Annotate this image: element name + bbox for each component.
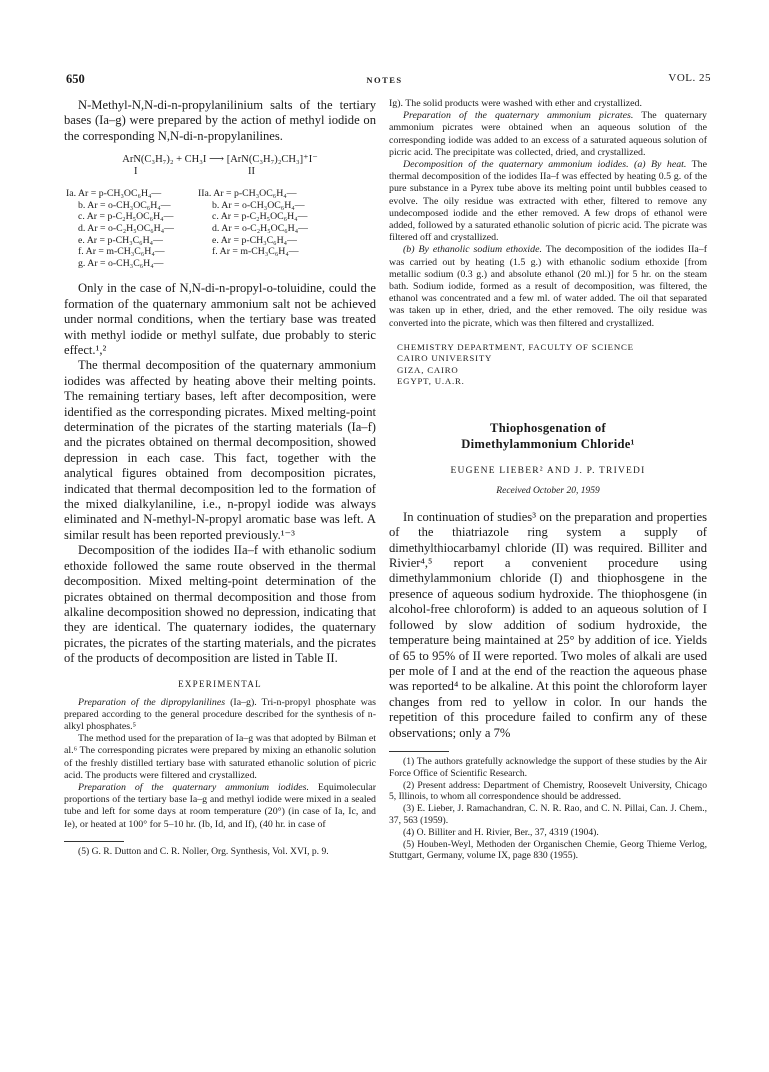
exp-subhead: Preparation of the quaternary ammonium iodides. [78,781,309,793]
equation-label-i: I [134,166,138,178]
aryl-item: d. Ar = o-C₂H₅OC₆H₄— [78,223,174,234]
aryl-item: b. Ar = o-CH₃OC₆H₄— [212,199,305,211]
aryl-item: Ia. Ar = p-CH₃OC₆H₄— [66,188,162,200]
section-header: NOTES [366,75,403,85]
title-line-1: Thiophosgenation of [490,420,606,435]
aryl-substituent-list [66,188,376,269]
decomposition-paragraph: Decomposition of the iodides IIa–f with ethanolic sodium ethoxide followed the same route observed in the thermal decomposition. Mixed melting-point determination of the picrates obtained on thermal decomposition and those from alkaline decomposition showed no depression, indicating that they are identical. The quaternary iodides, the quaternary picrates, the picrates of the starting materials, and the picrates of the products of decomposition are listed in Table II. [64,543,376,666]
affiliation-line: CHEMISTRY DEPARTMENT, FACULTY OF SCIENCE [397,341,634,352]
left-column [64,98,376,858]
exp-text: Equimolecular proportions of the tertiary base Ia–g and methyl iodide were mixed in a sealed tube and left for some days at room temperature (20°) (in case of Ia, Ic, and Ie), or heated at 100° for 5–10 hr. (Ib, Id, and If), (40 hr. in case of [64,781,376,830]
aryl-item: g. Ar = o-CH₃C₆H₄— [78,257,164,269]
footnote-rule [389,751,449,752]
aryl-item: b. Ar = o-CH₃OC₆H₄— [78,199,171,211]
aryl-item: c. Ar = p-C₂H₅OC₆H₄— [78,211,174,223]
exp-dipropylanilines [64,697,376,734]
aryl-list-ii [198,188,348,269]
intro-paragraph: N-Methyl-N,N-di-n-propylanilinium salts of the tertiary bases (Ia–g) were prepared by the action of methyl iodide on the corresponding N,N-di-n-propylanilines. [64,98,376,143]
affiliation-line: GIZA, CAIRO [397,364,459,375]
aryl-item: f. Ar = m-CH₃C₆H₄— [78,246,165,258]
exp-subhead: Preparation of the dipropylanilines [78,696,226,708]
authors: EUGENE LIEBER² AND J. P. TRIVEDI [450,465,646,476]
footnote-2: (2) Present address: Department of Chemistry, Roosevelt University, Chicago 5, Illinois, to whom all correspondence should be addressed. [389,779,707,803]
exp-iodides [64,782,376,831]
exp-decomp-heat [389,159,707,244]
aryl-item: c. Ar = p-C₂H₅OC₆H₄— [212,211,308,223]
steric-paragraph: Only in the case of N,N-di-n-propyl-o-toluidine, could the formation of the quaternary ammonium salt not be achieved under normal conditions, when the tertiary base was treated with methyl iodide or methyl sulfate, due probably to steric effect.¹,² [64,281,376,357]
right-column [389,98,707,862]
aryl-item: IIa. Ar = p-CH₃OC₆H₄— [198,188,297,200]
exp-text: The thermal decomposition of the iodides IIa–f was effected by heating 0.5 g. of the pure substance in a Pyrex tube above its melting point until bubbles ceased to evolve. The oily residue was extracted with ether, filtered to remove any undecomposed iodide and the ether removed. A few drops of ethanol were added, followed by a saturated ethanolic solution of picric acid. The picrate was filtered off and crystallized. [389,159,707,244]
aryl-item: f. Ar = m-CH₃C₆H₄— [212,246,299,258]
aryl-item: e. Ar = p-CH₃C₆H₄— [78,234,163,246]
footnote-rule [64,841,124,842]
exp-decomp-ethoxide [389,244,707,329]
exp-text: (Ia–g). Tri-n-propyl phosphate was prepared according to the general procedure described for the synthesis of n-alkyl phosphates.⁵ [64,696,376,732]
exp-method: The method used for the preparation of Ia–g was that adopted by Bilman et al.⁶ The corresponding picrates were prepared by mixing an ethanolic solution of the freshly distilled tertiary base with saturated ethanolic solution of picric acid. The products were filtered and crystallized. [64,733,376,781]
footnote-5b: (5) Houben-Weyl, Methoden der Organischen Chemie, Georg Thieme Verlog, Stuttgart, Germany, volume IX, page 830 (1955). [389,838,707,862]
main-paragraph: In continuation of studies³ on the preparation and properties of the thiatriazole ring system a supply of dimethylthiocarbamyl chloride (II) was required. Billiter and Rivier⁴,⁵ report a convenient procedure using dimethylammonium chloride (I) and thiophosgene in the presence of aqueous sodium hydroxide. The thiophosgene (in alcohol-free chloroform) is added to an aqueous solution of I followed by slow addition of sodium hydroxide, the temperature being maintained at 25° by addition of ice. Yields of 65 to 95% of II were reported. Two moles of alkali are used per mole of I and at the end of the reaction the aqueous phase was reported⁴ to be alkaline. At this point the chloroform layer changes from red to yellow in color. In our hands the repetition of this procedure failed to confirm any of these observations; only a 7% [389,509,707,740]
continued-paragraph: Ig). The solid products were washed with ether and crystallized. [389,98,642,109]
exp-text: The quaternary ammonium picrates were obtained when an aqueous solution of the corresponding iodide was added to an excess of a saturated aqueous solution of picric acid. The precipitate was collected, dried, and crystallized. [389,110,707,158]
aryl-list-i [66,188,198,269]
affiliation-line: CAIRO UNIVERSITY [397,353,493,364]
aryl-item: d. Ar = o-C₂H₅OC₆H₄— [212,223,308,234]
footnote-3: (3) E. Lieber, J. Ramachandran, C. N. R. Rao, and C. N. Pillai, Can. J. Chem., 37, 563 (1959). [389,803,707,826]
volume-label: VOL. 25 [668,72,711,84]
article-title [389,420,707,452]
affiliation [397,342,707,388]
thermal-paragraph: The thermal decomposition of the quaternary ammonium iodides was affected by heating above their melting points. The remaining tertiary bases, left after decomposition, were identified as the corresponding picrates. Mixed melting-point determination of the picrates of the starting materials (Ia–f) and the picrates obtained on thermal decomposition, showed depression in each case. This fact, together with the analytical figures obtained from decomposition picrates, indicated that thermal decomposition led to the formation of the mixed dialkylaniline, i.e., n-propyl iodide was always eliminated and N-methyl-N-propyl aromatic base was left. A similar result has been reported previously.¹⁻³ [64,358,376,542]
equation-label-ii: II [248,166,255,178]
received-date: Received October 20, 1959 [496,485,600,496]
exp-subhead: Decomposition of the quaternary ammonium iodides. (a) By heat. [403,159,687,171]
equation-labels [64,166,376,178]
footnote-1: (1) The authors gratefully acknowledge the support of these studies by the Air Force Office of Scientific Research. [389,755,707,779]
page-number: 650 [66,72,85,86]
exp-text: The decomposition of the iodides IIa–f was carried out by heating (1.5 g.) with ethanolic sodium ethoxide [from metallic sodium (0.3 g.) and absolute ethanol (20 ml.)] for 5 hr. on the steam bath. Sodium iodide, formed as a result of decomposition, was filtered, the ethanol was concentrated and a few ml. of water added. The oil that separated was taken up in ether, dried, and the ether removed. The oily residue was converted into the picrate, which was then filtered and crystallized. [389,244,708,329]
footnote-4: (4) O. Billiter and H. Rivier, Ber., 37, 4319 (1904). [403,826,599,838]
reaction-equation: ArN(C₃H₇)₂ + CH₃I ⟶ [ArN(C₃H₇)₂CH₃]⁺I⁻ [122,154,318,166]
affiliation-line: EGYPT, U.A.R. [397,376,465,387]
experimental-heading: EXPERIMENTAL [178,678,262,689]
exp-subhead: (b) By ethanolic sodium ethoxide. [403,244,542,256]
footnote-5: (5) G. R. Dutton and C. R. Noller, Org. Synthesis, Vol. XVI, p. 9. [78,845,329,857]
exp-picrates [389,110,707,159]
aryl-item: e. Ar = p-CH₃C₆H₄— [212,234,297,246]
exp-subhead: Preparation of the quaternary ammonium picrates. [403,110,634,122]
title-line-2: Dimethylammonium Chloride¹ [461,436,635,451]
